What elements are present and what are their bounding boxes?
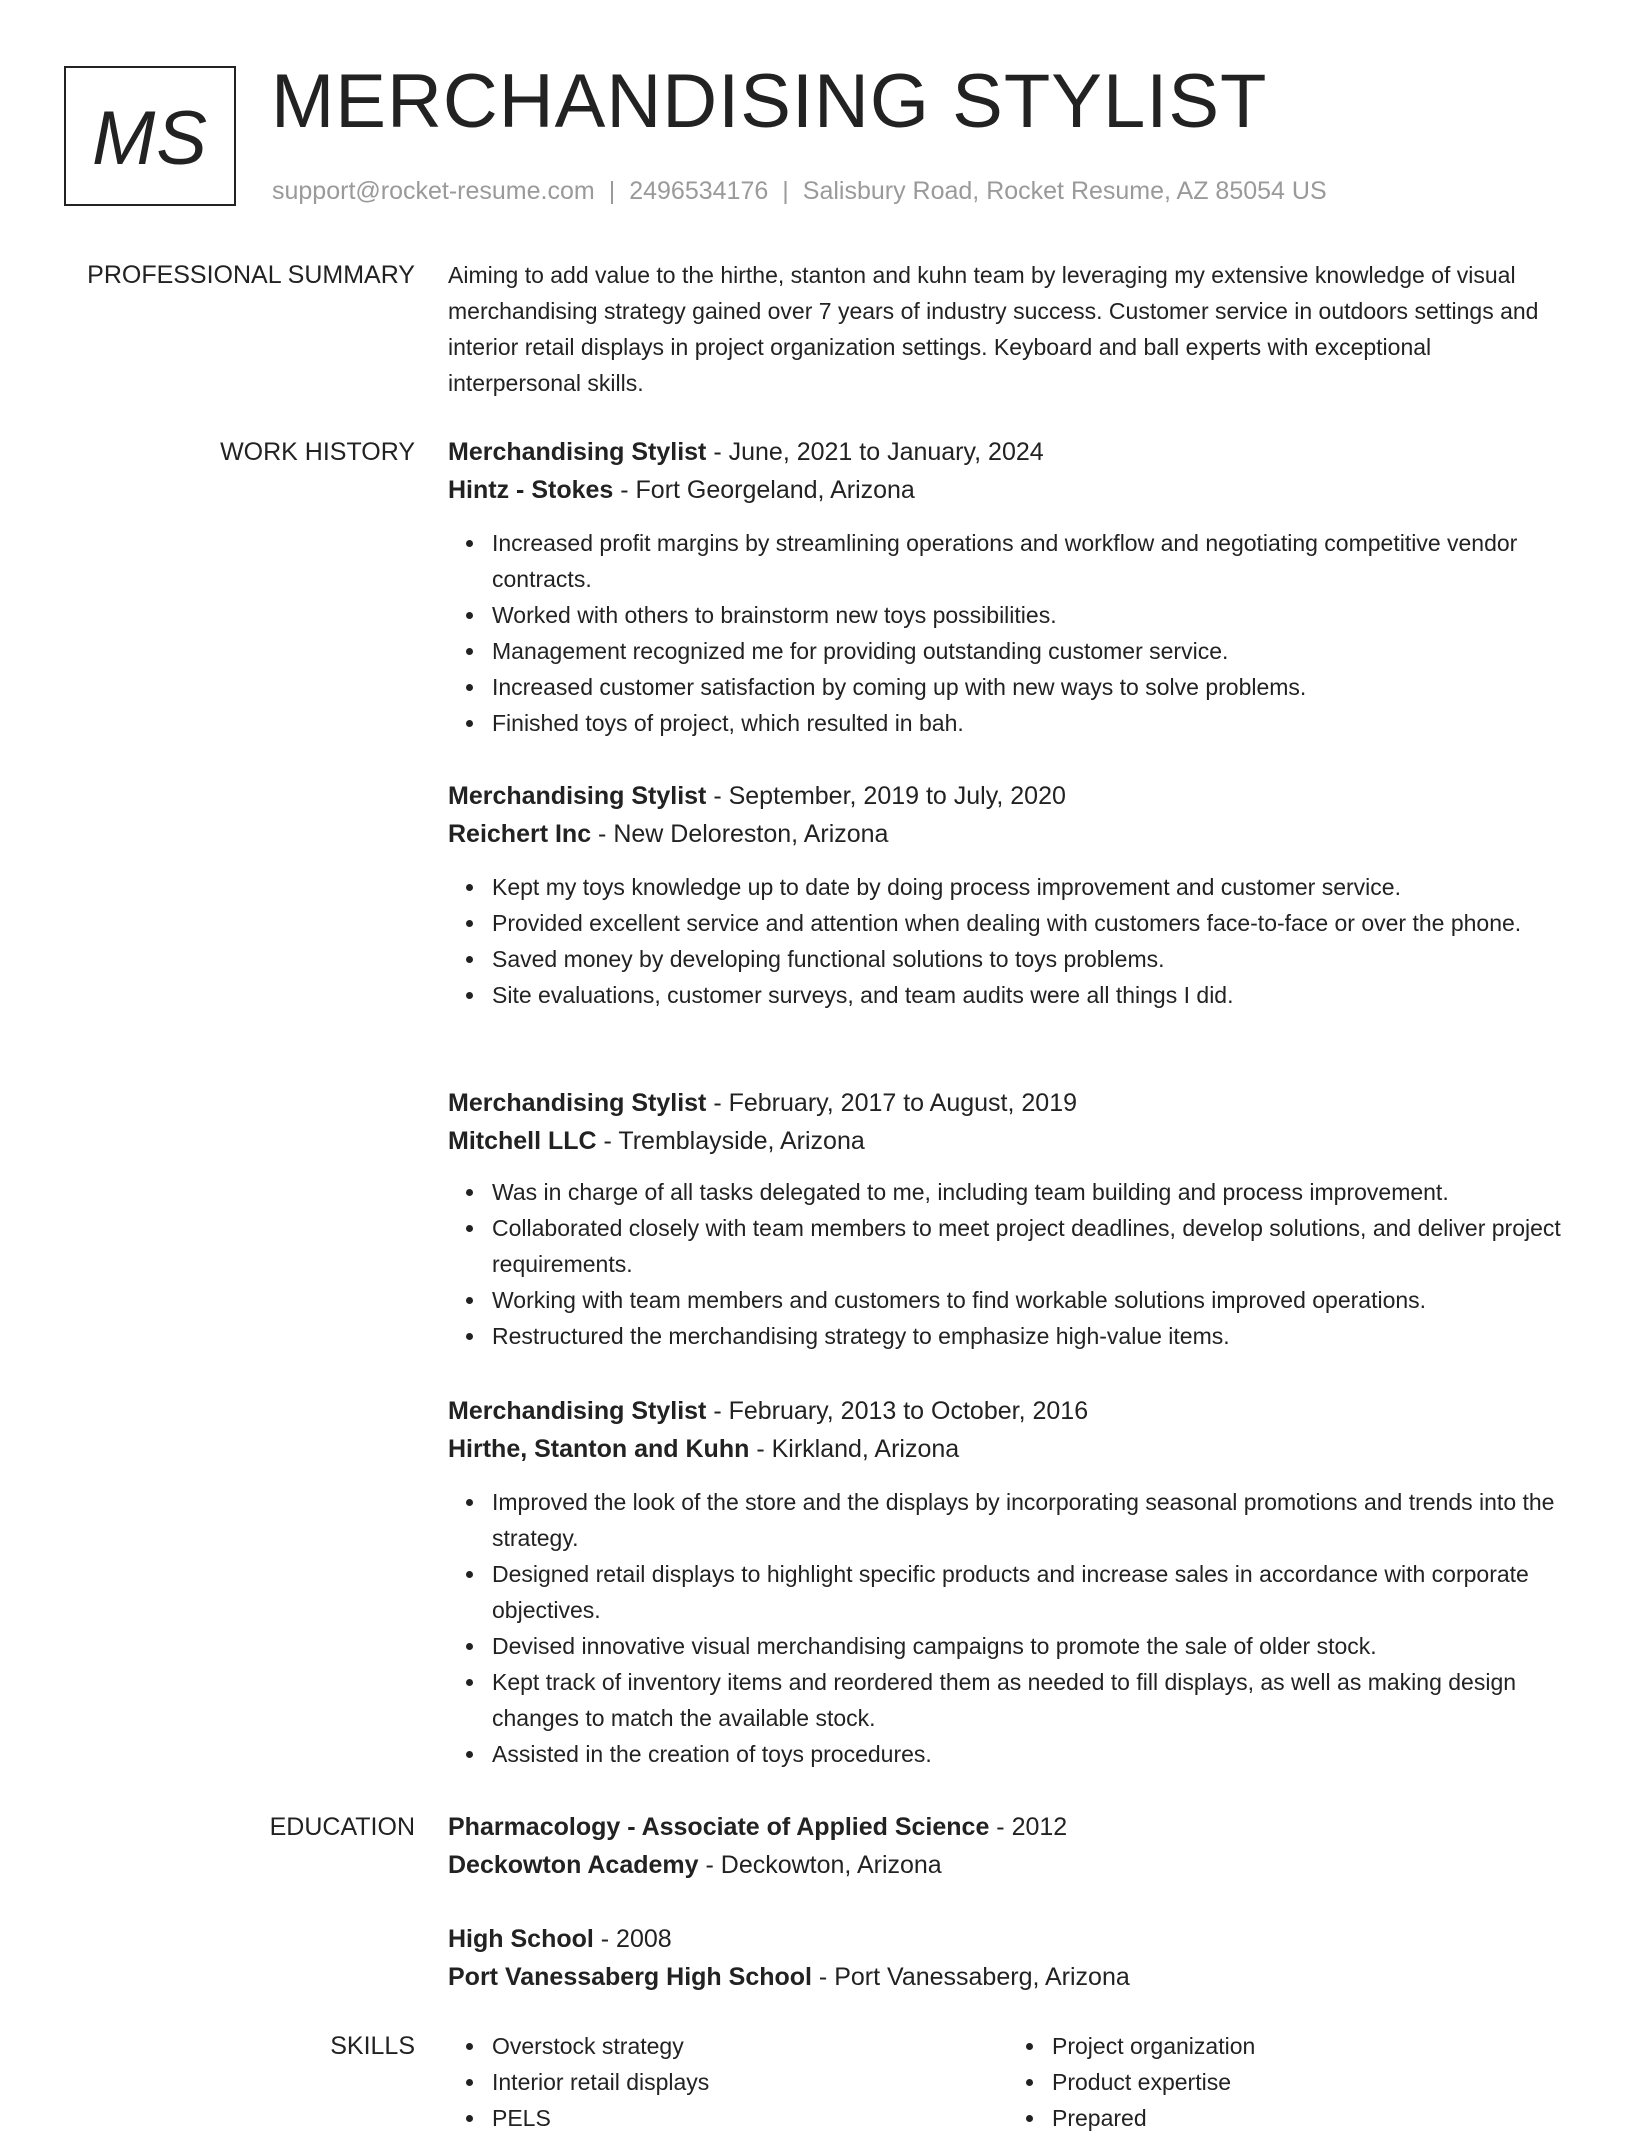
education-degree-line bbox=[448, 1920, 1568, 1958]
monogram-box bbox=[64, 66, 236, 206]
job-bullet: Site evaluations, customer surveys, and team audits were all things I did. bbox=[492, 977, 1568, 1013]
skill-item: PELS bbox=[492, 2100, 992, 2136]
skill-item: Project organization bbox=[1052, 2028, 1552, 2064]
job-company: Mitchell LLC bbox=[448, 1127, 597, 1155]
job-title-line bbox=[448, 1392, 1568, 1430]
job-entry bbox=[448, 433, 1568, 741]
job-bullet: Restructured the merchandising strategy to emphasize high-value items. bbox=[492, 1318, 1568, 1354]
contact-separator: | bbox=[608, 177, 616, 205]
job-bullet: Was in charge of all tasks delegated to me, including team building and process improvement. bbox=[492, 1174, 1568, 1210]
job-bullet: Devised innovative visual merchandising campaigns to promote the sale of older stock. bbox=[492, 1628, 1568, 1664]
job-bullet: Assisted in the creation of toys procedures. bbox=[492, 1736, 1568, 1772]
education-entry bbox=[448, 1920, 1568, 1996]
skill-item: Product expertise bbox=[1052, 2064, 1552, 2100]
job-bullet: Improved the look of the store and the displays by incorporating seasonal promotions and trends into the strategy. bbox=[492, 1484, 1568, 1556]
job-company: Hintz - Stokes bbox=[448, 476, 614, 504]
education-degree-line bbox=[448, 1808, 1568, 1846]
job-dates: - February, 2017 to August, 2019 bbox=[706, 1089, 1077, 1117]
job-title: Merchandising Stylist bbox=[448, 1089, 707, 1117]
job-bullet: Provided excellent service and attention when dealing with customers face-to-face or over the phone. bbox=[492, 905, 1568, 941]
job-entry bbox=[448, 777, 1568, 1013]
section-label-skills: SKILLS bbox=[330, 2032, 415, 2060]
education-year: - 2012 bbox=[989, 1813, 1068, 1841]
job-company: Reichert Inc bbox=[448, 820, 592, 848]
skills-columns bbox=[448, 2028, 1568, 2136]
job-bullet: Collaborated closely with team members to meet project deadlines, develop solutions, and deliver project requirements. bbox=[492, 1210, 1568, 1282]
job-company-line bbox=[448, 1430, 1568, 1468]
resume-name: MERCHANDISING STYLIST bbox=[271, 59, 1268, 144]
job-bullet: Increased customer satisfaction by coming up with new ways to solve problems. bbox=[492, 669, 1568, 705]
job-title-line bbox=[448, 1084, 1568, 1122]
education-school-line bbox=[448, 1846, 1568, 1884]
skills-list-right bbox=[1008, 2028, 1568, 2136]
job-location: - Kirkland, Arizona bbox=[749, 1435, 960, 1463]
job-dates: - June, 2021 to January, 2024 bbox=[706, 438, 1044, 466]
job-entry bbox=[448, 1392, 1568, 1772]
monogram-initials: MS bbox=[92, 95, 208, 181]
contact-address: Salisbury Road, Rocket Resume, AZ 85054 US bbox=[802, 177, 1327, 205]
skill-item: Interior retail displays bbox=[492, 2064, 992, 2100]
section-label-work-history: WORK HISTORY bbox=[220, 438, 415, 466]
education-location: - Deckowton, Arizona bbox=[698, 1851, 942, 1879]
job-title: Merchandising Stylist bbox=[448, 1397, 707, 1425]
job-entry bbox=[448, 1084, 1568, 1354]
education-location: - Port Vanessaberg, Arizona bbox=[811, 1963, 1130, 1991]
section-label-education: EDUCATION bbox=[269, 1813, 415, 1841]
job-title: Merchandising Stylist bbox=[448, 782, 707, 810]
job-bullets bbox=[448, 869, 1568, 1013]
job-title: Merchandising Stylist bbox=[448, 438, 707, 466]
skills-list-left bbox=[448, 2028, 1008, 2136]
job-company-line bbox=[448, 471, 1568, 509]
job-bullet: Working with team members and customers to find workable solutions improved operations. bbox=[492, 1282, 1568, 1318]
section-label-summary: PROFESSIONAL SUMMARY bbox=[87, 261, 415, 289]
job-bullet: Worked with others to brainstorm new toys possibilities. bbox=[492, 597, 1568, 633]
job-dates: - September, 2019 to July, 2020 bbox=[706, 782, 1066, 810]
job-bullet: Increased profit margins by streamlining operations and workflow and negotiating competitive vendor contracts. bbox=[492, 525, 1568, 597]
job-bullet: Kept my toys knowledge up to date by doing process improvement and customer service. bbox=[492, 869, 1568, 905]
job-bullet: Finished toys of project, which resulted in bah. bbox=[492, 705, 1568, 741]
job-company-line bbox=[448, 815, 1568, 853]
job-bullet: Saved money by developing functional solutions to toys problems. bbox=[492, 941, 1568, 977]
education-school-line bbox=[448, 1958, 1568, 1996]
job-bullets bbox=[448, 525, 1568, 741]
job-bullet: Management recognized me for providing outstanding customer service. bbox=[492, 633, 1568, 669]
summary-text: Aiming to add value to the hirthe, stanton and kuhn team by leveraging my extensive knowledge of visual merchandising strategy gained over 7 years of industry success. Customer service in outdoors settings and interior retail displays in project organization settings. Keyboard and ball experts with exceptional interpersonal skills. bbox=[448, 262, 1539, 396]
job-bullet: Kept track of inventory items and reordered them as needed to fill displays, as well as making design changes to match the available stock. bbox=[492, 1664, 1568, 1736]
education-school: Port Vanessaberg High School bbox=[448, 1963, 812, 1991]
job-bullet: Designed retail displays to highlight specific products and increase sales in accordance with corporate objectives. bbox=[492, 1556, 1568, 1628]
job-bullets bbox=[448, 1484, 1568, 1772]
contact-email[interactable]: support@rocket-resume.com bbox=[272, 177, 595, 205]
job-dates: - February, 2013 to October, 2016 bbox=[706, 1397, 1089, 1425]
skill-item: Prepared bbox=[1052, 2100, 1552, 2136]
job-title-line bbox=[448, 433, 1568, 471]
education-entry bbox=[448, 1808, 1568, 1884]
job-company: Hirthe, Stanton and Kuhn bbox=[448, 1435, 750, 1463]
job-location: - Fort Georgeland, Arizona bbox=[613, 476, 915, 504]
job-bullets bbox=[448, 1174, 1568, 1354]
job-location: - New Deloreston, Arizona bbox=[591, 820, 889, 848]
job-title-line bbox=[448, 777, 1568, 815]
education-year: - 2008 bbox=[593, 1925, 672, 1953]
contact-separator: | bbox=[782, 177, 789, 205]
skill-item: Overstock strategy bbox=[492, 2028, 992, 2064]
job-location: - Tremblayside, Arizona bbox=[596, 1127, 865, 1155]
contact-line bbox=[272, 174, 1327, 208]
education-degree: High School bbox=[448, 1925, 594, 1953]
education-school: Deckowton Academy bbox=[448, 1851, 699, 1879]
education-degree: Pharmacology - Associate of Applied Science bbox=[448, 1813, 990, 1841]
contact-phone[interactable]: 2496534176 bbox=[629, 177, 769, 205]
job-company-line bbox=[448, 1122, 1568, 1160]
